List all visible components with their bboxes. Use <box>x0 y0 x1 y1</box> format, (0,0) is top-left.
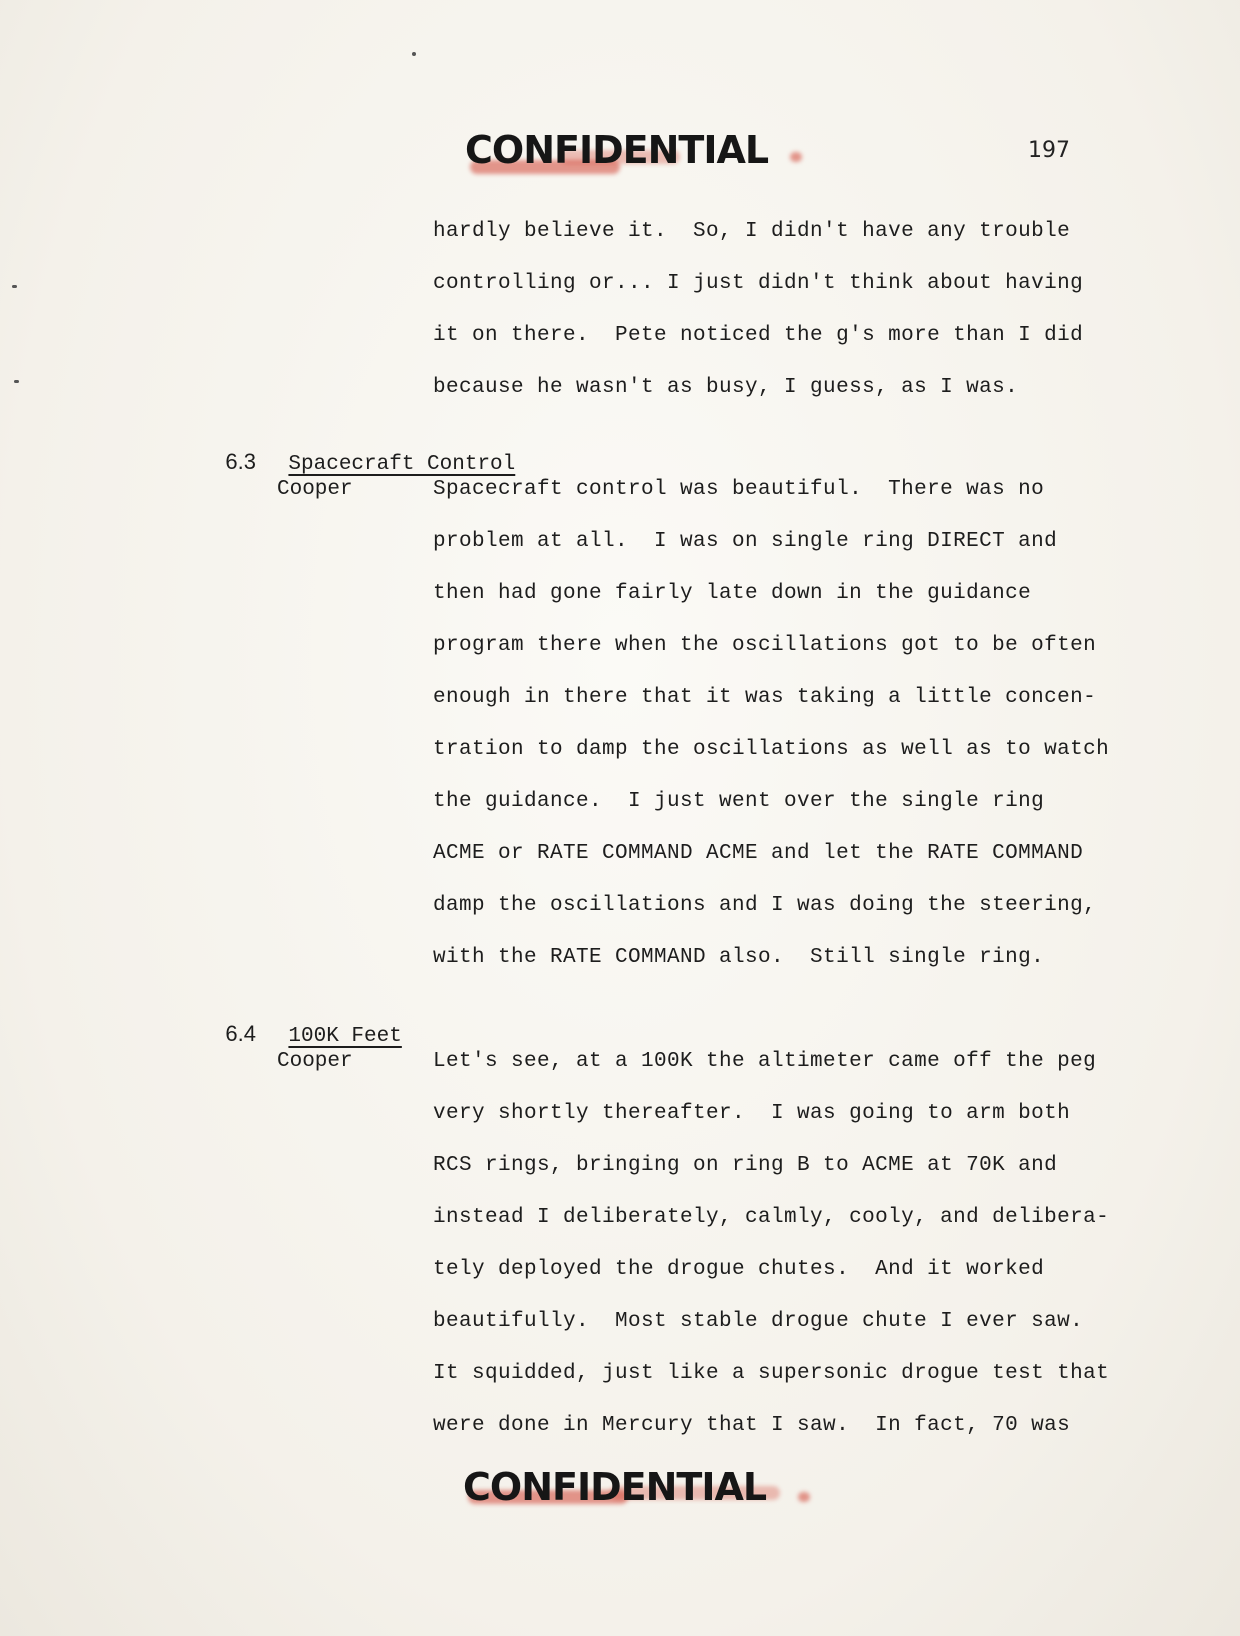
text-line: program there when the oscillations got to be often <box>433 634 1097 657</box>
section-number: 6.3 <box>225 449 257 474</box>
text-line: It squidded, just like a supersonic drogue test that <box>433 1362 1110 1385</box>
section-number: 6.4 <box>225 1021 257 1046</box>
text-line: Spacecraft control was beautiful. There was no <box>433 478 1045 501</box>
confidential-stamp-bottom: CONFIDENTIAL <box>463 1465 767 1509</box>
text-line: problem at all. I was on single ring DIRECT and <box>433 530 1058 553</box>
red-smear-mark <box>798 1492 810 1502</box>
text-line: RCS rings, bringing on ring B to ACME at 70K and <box>433 1154 1058 1177</box>
text-line: instead I deliberately, calmly, cooly, and delibera- <box>433 1206 1110 1229</box>
text-line: with the RATE COMMAND also. Still single ring. <box>433 946 1045 969</box>
red-smear-mark <box>790 152 802 162</box>
ink-fleck <box>14 380 19 383</box>
text-line: because he wasn't as busy, I guess, as I was. <box>433 376 1019 399</box>
text-line: Let's see, at a 100K the altimeter came off the peg <box>433 1050 1097 1073</box>
text-line: controlling or... I just didn't think about having <box>433 272 1084 295</box>
text-line: ACME or RATE COMMAND ACME and let the RATE COMMAND <box>433 842 1084 865</box>
text-line: tration to damp the oscillations as well as to watch <box>433 738 1110 761</box>
ink-fleck <box>12 285 17 288</box>
text-line: tely deployed the drogue chutes. And it worked <box>433 1258 1045 1281</box>
text-line: damp the oscillations and I was doing the steering, <box>433 894 1097 917</box>
text-line: were done in Mercury that I saw. In fact, 70 was <box>433 1414 1071 1437</box>
confidential-stamp-top: CONFIDENTIAL <box>465 128 769 172</box>
text-line: the guidance. I just went over the single ring <box>433 790 1045 813</box>
text-line: it on there. Pete noticed the g's more than I did <box>433 324 1084 347</box>
ink-fleck <box>412 52 416 56</box>
section-title: Spacecraft Control <box>288 453 516 476</box>
text-line: then had gone fairly late down in the guidance <box>433 582 1032 605</box>
speaker-label: Cooper <box>277 478 353 501</box>
page-number: 197 <box>1028 138 1070 163</box>
section-title: 100K Feet <box>288 1025 402 1048</box>
text-line: hardly believe it. So, I didn't have any trouble <box>433 220 1071 243</box>
text-line: enough in there that it was taking a little concen- <box>433 686 1097 709</box>
text-line: beautifully. Most stable drogue chute I ever saw. <box>433 1310 1084 1333</box>
text-line: very shortly thereafter. I was going to arm both <box>433 1102 1071 1125</box>
speaker-label: Cooper <box>277 1050 353 1073</box>
